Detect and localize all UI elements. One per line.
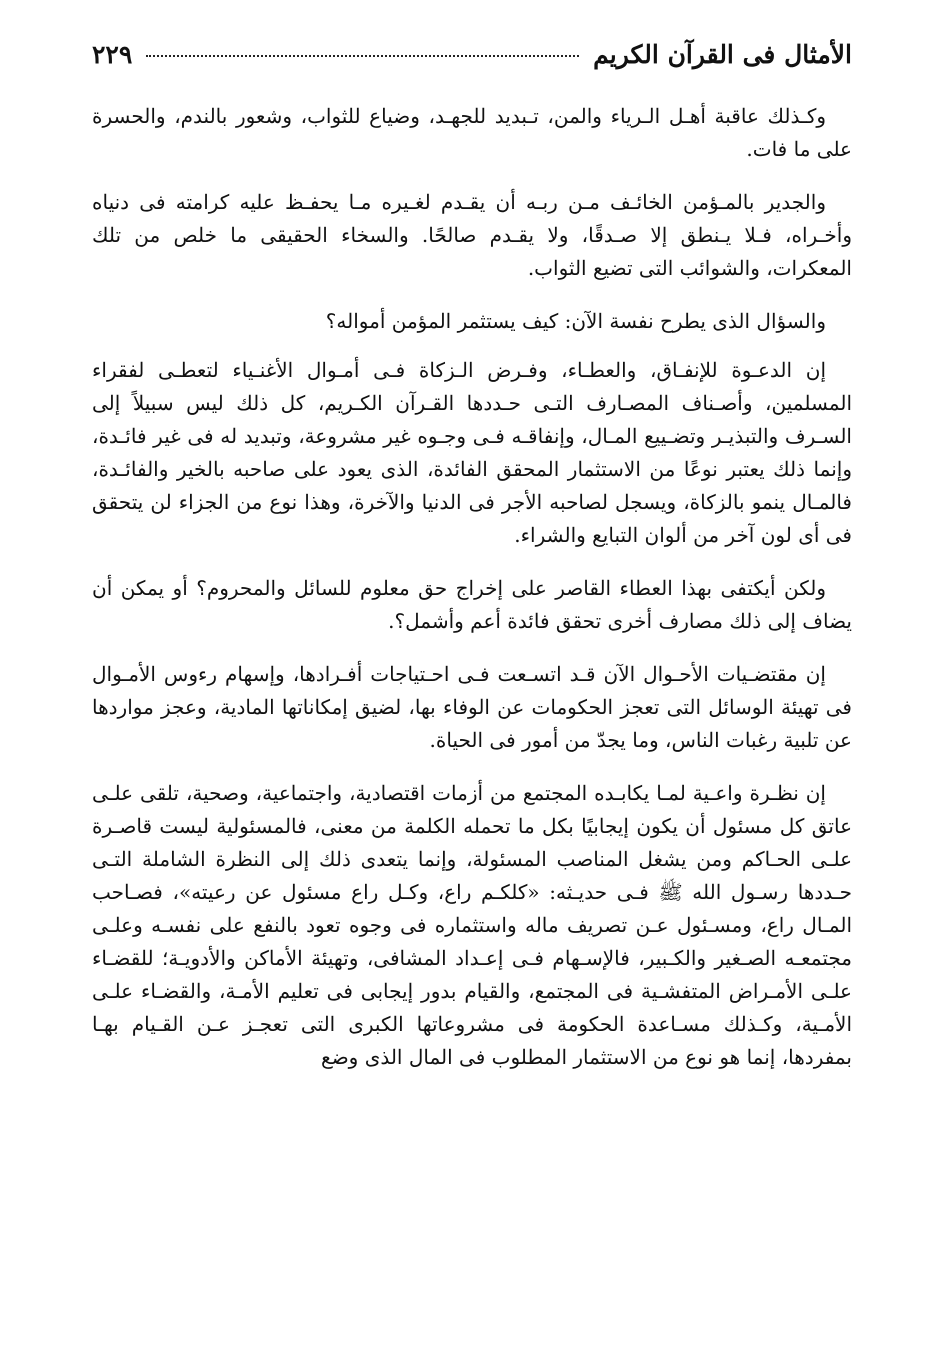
running-title: الأمثال فى القرآن الكريم [593,40,852,69]
document-page [92,40,852,1074]
paragraph: والسؤال الذى يطرح نفسة الآن: كيف يستثمر المؤمن أمواله؟ [325,309,826,333]
paragraph: إن الدعـوة للإنفـاق، والعطـاء، وفـرض الـزكاة فـى أمـوال الأغنـياء لتعطـى لفقراء المسلمين، وأصـناف المصـارف التـى حـددها القـرآن الكـريم، كل ذلك ليس سبيلاً إلى السـرف والتبذيـر وتضـييع المـال، وإنفاقـه فـى وجـوه غير مشروعة، وتبديد له فى غير فائـدة، وإنما ذلك يعتبر نوعًا من الاستثمار المحقق الفائدة، الذى يعود على صاحبه بالخير والفائـدة، فالمـال ينمو بالزكاة، ويسجل لصاحبه الأجر فى الدنيا والآخرة، وهذا نوع من الجزاء لن يتحقق فى أى لون آخر من ألوان التبايع والشراء. [92,358,852,547]
paragraph: وكـذلك عاقبة أهـل الـرياء والمن، تـبديد للجهـد، وضياع للثواب، وشعور بالندم، والحسرة على ما فات. [92,104,852,161]
paragraph: إن مقتضـيات الأحـوال الآن قـد اتسـعت فـى احـتياجات أفـرادها، وإسهام رءوس الأمـوال فى تهيئة الوسائل التى تعجز الحكومات عن الوفاء بها، لضيق إمكاناتها المادية، وعجز مواردها عن تلبية رغبات الناس، وما يجدّ من أمور فى الحياة. [92,662,852,752]
page-number: ٢٢٩ [92,40,133,69]
paragraph: إن نظـرة واعـية لمـا يكابـده المجتمع من أزمات اقتصادية، واجتماعية، وصحية، تلقى علـى عاتق كل مسئول أن يكون إيجابيًا بكل ما تحمله الكلمة من معنى، فالمسئولية ليست قاصـرة علـى الحـاكم ومن يشغل المناصب المسئولة، وإنما يتعدى ذلك إلى النظرة الشاملة التـى حـددها رسـول الله ﷺ فـى حديـثه: «كلكـم راع، وكـل راع مسئول عن رعيته»، فصـاحب المـال راع، ومسـئول عـن تصريف ماله واستثماره فى وجوه تعود بالنفع على نفسـه وعلـى مجتمعـه الصـغير والكـبير، فالإسـهام فـى إعـداد المشافى، وتهيئة الأماكن والأدويـة؛ للقضـاء علـى الأمـراض المتفشـية فى المجتمع، والقيام بدور إيجابى فى تعليم الأمـة، والقضـاء علـى الأمـية، وكـذلك مسـاعدة الحكومة فى مشروعاتها الكبرى التى تعجـز عـن القـيام بهـا بمفردها، إنما هو نوع من الاستثمار المطلوب فى المال الذى وضع [92,781,853,1069]
dotted-leader [146,55,579,57]
body-text [92,100,852,1074]
page-header [92,40,852,88]
paragraph: والجدير بالمـؤمن الخائـف مـن ربـه أن يقـدم لغـيره مـا يحفـظ عليه كرامته فى دنياه وأخـراه، فـلا يـنطق إلا صـدقًا، ولا يقـدم صالحًا. والسخاء الحقيقى ما خلص من تلك المعكرات، والشوائب التى تضيع الثواب. [92,190,852,280]
paragraph: ولكن أيكتفى بهذا العطاء القاصر على إخراج حق معلوم للسائل والمحروم؟ أو يمكن أن يضاف إلى ذلك مصارف أخرى تحقق فائدة أعم وأشمل؟. [92,576,852,633]
